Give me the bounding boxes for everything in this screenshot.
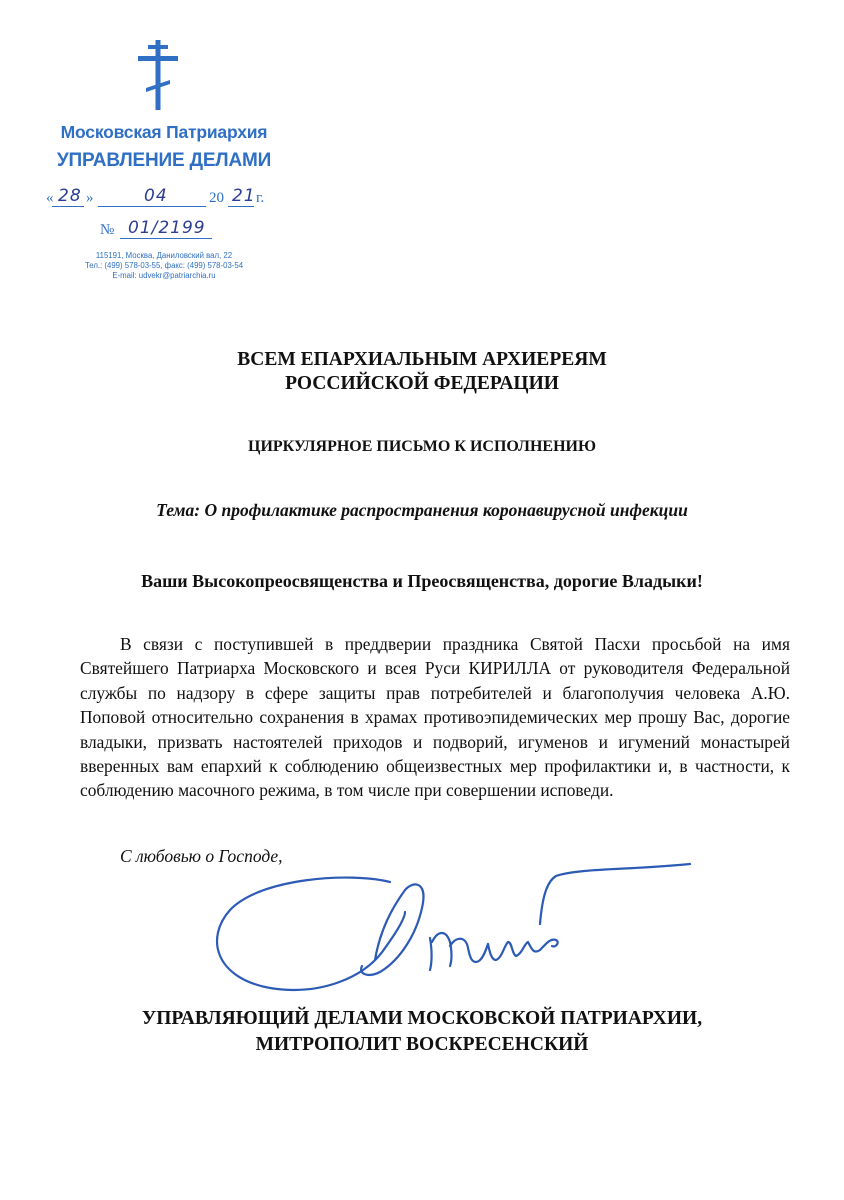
signature — [200, 850, 700, 1000]
greeting: Ваши Высокопреосвященства и Преосвященства, дорогие Владыки! — [141, 571, 703, 591]
date-month-underline — [98, 206, 206, 207]
document-subtitle: ЦИРКУЛЯРНОЕ ПИСЬМО К ИСПОЛНЕНИЮ — [248, 438, 596, 455]
number-value: 01/2199 — [128, 218, 206, 238]
date-close-quote: » — [86, 190, 94, 206]
date-year-underline — [228, 206, 254, 207]
date-row — [46, 186, 276, 208]
date-day: 28 — [58, 186, 82, 206]
closing-phrase: С любовью о Господе, — [120, 846, 283, 866]
date-month: 04 — [144, 186, 168, 206]
number-label: № — [100, 222, 115, 238]
org-department: УПРАВЛЕНИЕ ДЕЛАМИ — [56, 150, 272, 171]
heading-line1: ВСЕМ ЕПАРХИАЛЬНЫМ АРХИЕРЕЯМ — [237, 349, 607, 370]
date-year-suffix: г. — [256, 190, 265, 206]
heading-line2: РОССИЙСКОЙ ФЕДЕРАЦИИ — [285, 373, 559, 394]
date-year: 21 — [232, 186, 256, 206]
number-underline — [120, 238, 212, 239]
phone-line: Тел.: (499) 578-03-55, факс: (499) 578-03-54 — [84, 261, 244, 270]
signatory-title-line1: УПРАВЛЯЮЩИЙ ДЕЛАМИ МОСКОВСКОЙ ПАТРИАРХИИ, — [141, 1008, 703, 1029]
date-open-quote: « — [46, 190, 54, 206]
date-year-prefix: 20 — [209, 190, 224, 206]
date-day-underline — [52, 206, 84, 207]
orthodox-cross-icon — [136, 40, 180, 110]
org-name: Московская Патриархия — [60, 122, 268, 142]
topic-line: Тема: О профилактике распространения коронавирусной инфекции — [156, 500, 688, 520]
signatory-title-line2: МИТРОПОЛИТ ВОСКРЕСЕНСКИЙ — [255, 1034, 589, 1055]
address-line: 115191, Москва, Даниловский вал, 22 — [95, 251, 233, 260]
body-paragraph: В связи с поступившей в преддверии праздника Святой Пасхи просьбой на имя Святейшего Патриарха Московского и всея Руси КИРИЛЛА от руководителя Федеральной службы по надзору в сфере защиты прав потребителей и благополучия человека А.Ю. Поповой относительно сохранения в храмах противоэпидемических мер прошу Вас, дорогие владыки, призвать настоятелей приходов и подворий, игуменов и игумений монастырей вверенных вам епархий к соблюдению общеизвестных мер профилактики и, в частности, к соблюдению масочного режима, в том числе при совершении исповеди. — [80, 634, 790, 801]
email-line: E-mail: udvekr@patriarchia.ru — [112, 271, 216, 280]
